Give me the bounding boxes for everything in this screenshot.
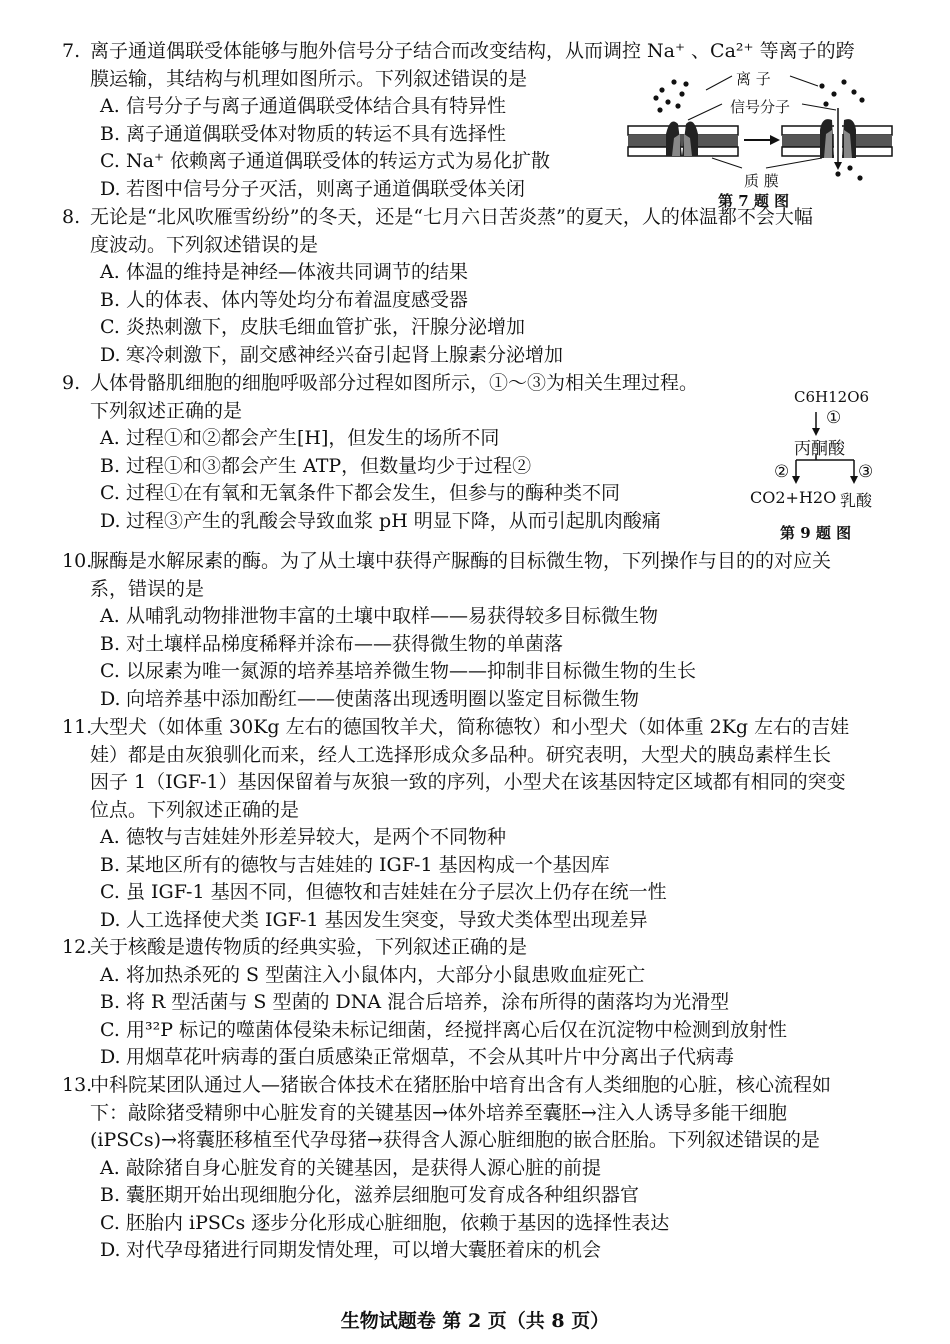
- option-b: B. 囊胚期开始出现细胞分化，滋养层细胞可发育成各种组织器官: [100, 1184, 640, 1206]
- question-stem-cont: 娃）都是由灰狼驯化而来，经人工选择形成众多品种。研究表明，大型犬的胰岛素样生长: [90, 743, 832, 766]
- question-stem-cont: 度波动。下列叙述错误的是: [90, 233, 319, 256]
- figure-9-pyruvate: 丙酮酸: [794, 439, 845, 459]
- question-stem-cont: 因子 1（IGF-1）基因保留着与灰狼一致的序列，小型犬在该基因特定区域都有相同的突变: [90, 771, 846, 793]
- option-b: B. 人的体表、体内等处均分布着温度感受器: [100, 288, 469, 311]
- option-d: D. 对代孕母猪进行同期发情处理，可以增大囊胚着床的机会: [100, 1239, 602, 1261]
- option-c: C. 炎热刺激下，皮肤毛细血管扩张，汗腺分泌增加: [100, 316, 526, 338]
- option-d: D. 寒冷刺激下，副交感神经兴奋引起肾上腺素分泌增加: [100, 343, 564, 366]
- question-number: 12.: [62, 936, 93, 958]
- option-c: C. 虽 IGF-1 基因不同，但德牧和吉娃娃在分子层次上仍存在统一性: [100, 881, 667, 903]
- option-c: C. 以尿素为唯一氮源的培养基培养微生物——抑制非目标微生物的生长: [100, 660, 697, 682]
- question-stem: 脲酶是水解尿素的酶。为了从土壤中获得产脲酶的目标微生物，下列操作与目的的对应关: [90, 550, 832, 572]
- figure-7-ion-label: 离 子: [736, 70, 771, 88]
- option-b: B. 将 R 型活菌与 S 型菌的 DNA 混合后培养，涂布所得的菌落均为光滑型: [100, 991, 730, 1013]
- option-a: A. 敲除猪自身心脏发育的关键基因，是获得人源心脏的前提: [100, 1156, 602, 1179]
- question-stem: 中科院某团队通过人—猪嵌合体技术在猪胚胎中培育出含有人类细胞的心脏，核心流程如: [90, 1074, 832, 1096]
- question-stem-cont: 位点。下列叙述正确的是: [90, 798, 300, 821]
- question-number: 8.: [62, 206, 81, 228]
- question-12: [62, 934, 902, 1072]
- question-number: 7.: [62, 40, 81, 62]
- page-footer: 生物试题卷 第 2 页（共 8 页）: [340, 1310, 610, 1332]
- question-number: 10.: [62, 550, 93, 572]
- question-13: [62, 1072, 902, 1265]
- question-10: [62, 548, 902, 713]
- option-c: C. 胚胎内 iPSCs 逐步分化形成心脏细胞，依赖于基因的选择性表达: [100, 1211, 670, 1234]
- figure-9-products-co2-h2o: CO2+H2O: [750, 488, 837, 507]
- option-d: D. 用烟草花叶病毒的蛋白质感染正常烟草，不会从其叶片中分离出子代病毒: [100, 1046, 735, 1068]
- question-stem-cont: 下列叙述正确的是: [90, 399, 243, 422]
- option-a: A. 过程①和②都会产生[H]，但发生的场所不同: [100, 427, 500, 449]
- option-b: B. 某地区所有的德牧与吉娃娃的 IGF-1 基因构成一个基因库: [100, 853, 610, 876]
- question-stem-cont: (iPSCs)→将囊胚移植至代孕母猪→获得含人源心脏细胞的嵌合胚胎。下列叙述错误的是: [90, 1129, 820, 1151]
- figure-9-step-2: ②: [774, 462, 790, 482]
- option-b: B. 对土壤样品梯度稀释并涂布——获得微生物的单菌落: [100, 632, 564, 655]
- question-number: 9.: [62, 372, 81, 394]
- option-d: D. 人工选择使犬类 IGF-1 基因发生突变，导致犬类体型出现差异: [100, 908, 648, 931]
- figure-9-lactate: 乳酸: [840, 491, 873, 510]
- option-a: A. 从哺乳动物排泄物丰富的土壤中取样——易获得较多目标微生物: [100, 605, 659, 627]
- question-number: 11.: [62, 716, 93, 738]
- question-stem: 人体骨骼肌细胞的细胞呼吸部分过程如图所示，①～③为相关生理过程。: [90, 372, 699, 394]
- option-a: A. 将加热杀死的 S 型菌注入小鼠体内，大部分小鼠患败血症死亡: [100, 963, 646, 986]
- question-stem: 关于核酸是遗传物质的经典实验，下列叙述正确的是: [90, 936, 528, 958]
- option-a: A. 体温的维持是神经—体液共同调节的结果: [100, 261, 469, 283]
- question-11: [62, 714, 902, 934]
- option-c: C. 用³²P 标记的噬菌体侵染未标记细菌，经搅拌离心后仅在沉淀物中检测到放射性: [100, 1018, 788, 1041]
- option-a: A. 德牧与吉娃娃外形差异较大，是两个不同物种: [100, 826, 507, 848]
- option-c: C. 过程①在有氧和无氧条件下都会发生，但参与的酶种类不同: [100, 482, 621, 504]
- figure-7-signal-label: 信号分子: [730, 98, 791, 116]
- question-number: 13.: [62, 1074, 93, 1096]
- question-stem: 大型犬（如体重 30Kg 左右的德国牧羊犬，简称德牧）和小型犬（如体重 2Kg 左右的吉娃: [90, 716, 850, 738]
- figure-9-step-1: ①: [826, 408, 842, 428]
- figure-7-caption: 第 7 题 图: [718, 192, 790, 210]
- option-d: D. 若图中信号分子灭活，则离子通道偶联受体关闭: [100, 177, 526, 200]
- figure-9-step-3: ③: [858, 462, 874, 482]
- question-stem-cont: 系，错误的是: [90, 577, 205, 600]
- question-stem-cont: 下：敲除猪受精卵中心脏发育的关键基因→体外培养至囊胚→注入人诱导多能干细胞: [90, 1101, 787, 1124]
- figure-9-caption: 第 9 题 图: [780, 524, 852, 542]
- option-b: B. 过程①和③都会产生 ATP，但数量均少于过程②: [100, 454, 532, 477]
- option-c: C. Na⁺ 依赖离子通道偶联受体的转运方式为易化扩散: [100, 150, 551, 172]
- question-stem: 无论是“北风吹雁雪纷纷”的冬天，还是“七月六日苦炎蒸”的夏天，人的体温都不会大幅: [90, 206, 813, 228]
- figure-9-glucose: C6H12O6: [794, 388, 870, 406]
- option-b: B. 离子通道偶联受体对物质的转运不具有选择性: [100, 122, 507, 145]
- option-d: D. 过程③产生的乳酸会导致血浆 pH 明显下降，从而引起肌肉酸痛: [100, 509, 661, 532]
- question-stem: 离子通道偶联受体能够与胞外信号分子结合而改变结构，从而调控 Na⁺ 、Ca²⁺ 等离子的跨: [90, 40, 855, 62]
- question-stem-cont: 膜运输，其结构与机理如图所示。下列叙述错误的是: [90, 67, 528, 90]
- option-a: A. 信号分子与离子通道偶联受体结合具有特异性: [100, 95, 507, 117]
- figure-7-membrane-label: 质 膜: [744, 172, 779, 190]
- option-d: D. 向培养基中添加酚红——使菌落出现透明圈以鉴定目标微生物: [100, 687, 640, 710]
- question-8: [62, 204, 902, 369]
